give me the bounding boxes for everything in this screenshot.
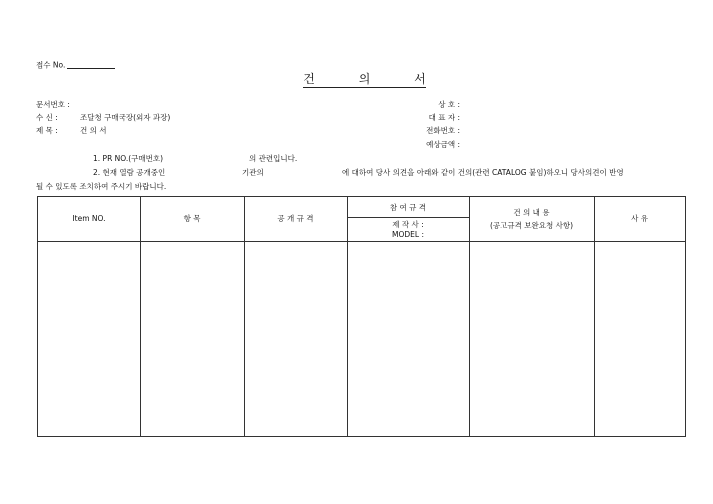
subject-value: 건 의 서 <box>80 126 107 135</box>
header-item-no: Item NO. <box>72 214 106 223</box>
header-participation-spec: 참 여 규 격 <box>389 203 427 212</box>
header-proposal: 건 의 내 용 <box>513 208 550 217</box>
recipient-value: 조달청 구매국장(외자 과장) <box>80 113 171 122</box>
doc-number-label: 문서번호 : <box>36 100 70 109</box>
header-model: MODEL : <box>392 230 424 239</box>
paragraph-2-continuation: 될 수 있도록 조치하여 주시기 바랍니다. <box>36 182 167 191</box>
representative-label: 대 표 자 : <box>428 113 460 122</box>
header-reason: 사 유 <box>631 214 648 223</box>
column-divider <box>469 197 470 436</box>
header-item: 항 목 <box>183 214 201 223</box>
estimated-amount-label: 예상금액 : <box>426 140 460 149</box>
paragraph-2-body: 에 대하여 당사 의견을 아래와 같이 건의(관련 CATALOG 붙임)하오니 당사의견이 반영 <box>342 168 624 177</box>
column-divider <box>244 197 245 436</box>
header-bottom-border <box>38 241 685 242</box>
document-title-text: 건 의 서 <box>303 72 426 86</box>
ref-spec-subdivider <box>347 217 469 218</box>
header-maker: 제 작 사 : <box>392 220 424 229</box>
phone-label: 전화번호 : <box>426 126 460 135</box>
subject-label: 제 목 : <box>36 126 58 135</box>
receipt-number-field <box>36 60 115 69</box>
paragraph-1-tail: 의 관련입니다. <box>249 154 298 163</box>
receipt-number-label: 접수 No. <box>36 60 66 70</box>
header-public-spec: 공 개 규 격 <box>277 214 314 223</box>
paragraph-2-lead: 2. 현재 열람 공개중인 <box>93 168 166 177</box>
paragraph-2-agency: 기관의 <box>242 168 264 177</box>
proposal-table <box>37 196 686 437</box>
paragraph-1-lead: 1. PR NO.(구매번호) <box>93 154 164 163</box>
receipt-number-underline <box>67 60 115 69</box>
document-title <box>0 73 713 88</box>
company-name-label: 상 호 : <box>438 100 460 109</box>
header-proposal-sub: (공고규격 보완요청 사항) <box>489 221 574 230</box>
column-divider <box>594 197 595 436</box>
column-divider <box>140 197 141 436</box>
recipient-label: 수 신 : <box>36 113 58 122</box>
